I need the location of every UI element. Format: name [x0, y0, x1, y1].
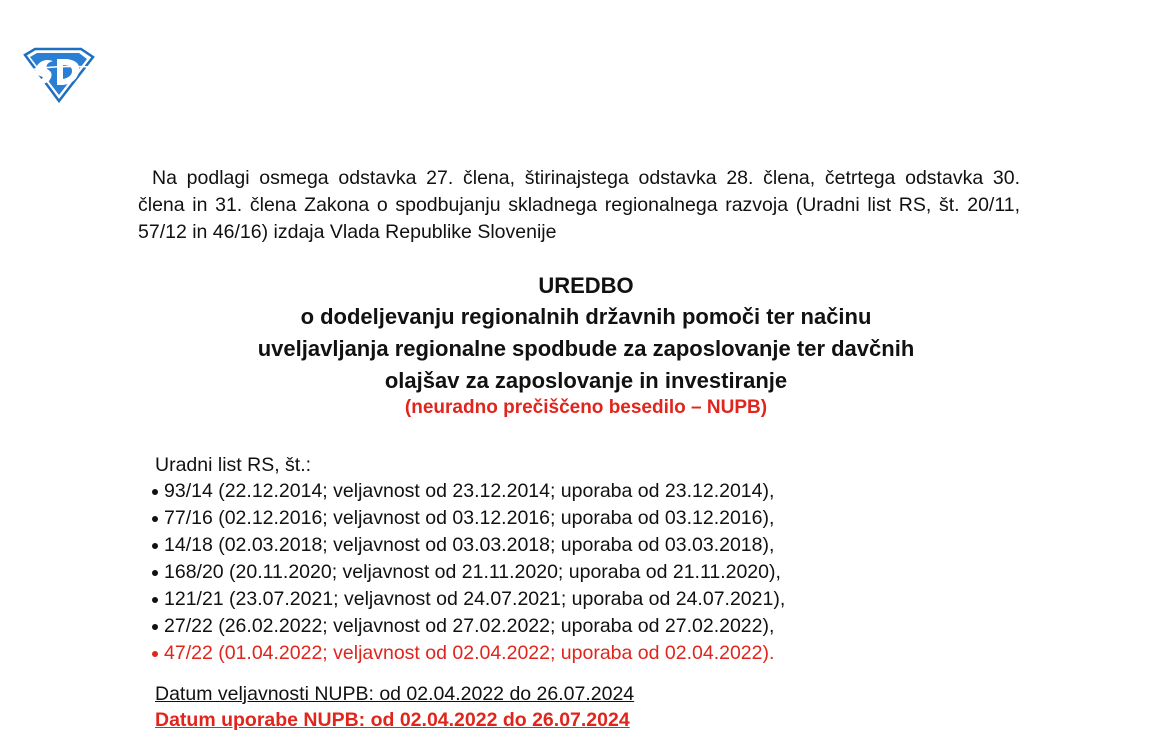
bullet-icon: [152, 597, 158, 603]
amendment-text: 77/16 (02.12.2016; veljavnost od 03.12.2016; uporaba od 03.12.2016),: [164, 507, 775, 529]
amendment-list: [150, 478, 785, 667]
bullet-icon: [152, 570, 158, 576]
list-item: [150, 505, 785, 532]
preamble-paragraph: Na podlagi osmega odstavka 27. člena, štirinajstega odstavka 28. člena, četrtega odstavka 30. člena in 31. člena Zakona o spodbujanju skladnega regionalnega razvoja (Uradni list RS, št. 20/11, 57/12 in 46/16) izdaja Vlada Republike Slovenije: [138, 167, 1020, 243]
validity-date: Datum veljavnosti NUPB: od 02.04.2022 do 26.07.2024: [155, 683, 635, 705]
application-date: Datum uporabe NUPB: od 02.04.2022 do 26.07.2024: [155, 709, 630, 731]
document-title: [138, 271, 1034, 419]
bullet-icon: [152, 489, 158, 495]
amendment-text: 168/20 (20.11.2020; veljavnost od 21.11.2020; uporaba od 21.11.2020),: [164, 561, 781, 583]
amendment-text: 93/14 (22.12.2014; veljavnost od 23.12.2014; uporaba od 23.12.2014),: [164, 480, 775, 502]
list-item: [150, 532, 785, 559]
list-item: [150, 613, 785, 640]
title-line-1: o dodeljevanju regionalnih državnih pomoči ter načinu: [300, 304, 872, 329]
title-heading: UREDBO: [538, 273, 634, 298]
amendment-text: 47/22 (01.04.2022; veljavnost od 02.04.2022; uporaba od 02.04.2022).: [164, 642, 775, 664]
list-item: [150, 478, 785, 505]
bullet-icon: [152, 543, 158, 549]
bullet-icon: [152, 651, 158, 657]
amendment-text: 14/18 (02.03.2018; veljavnost od 03.03.2018; uporaba od 03.03.2018),: [164, 534, 775, 556]
gazette-label: Uradni list RS, št.:: [155, 454, 312, 476]
amendment-text: 27/22 (26.02.2022; veljavnost od 27.02.2022; uporaba od 27.02.2022),: [164, 615, 775, 637]
list-item: [150, 559, 785, 586]
list-item-latest: [150, 640, 785, 667]
shield-logo-icon: [21, 47, 95, 103]
title-line-3: olajšav za zaposlovanje in investiranje: [384, 368, 788, 393]
list-item: [150, 586, 785, 613]
bullet-icon: [152, 624, 158, 630]
title-note: (neuradno prečiščeno besedilo – NUPB): [404, 397, 768, 418]
amendment-text: 121/21 (23.07.2021; veljavnost od 24.07.2021; uporaba od 24.07.2021),: [164, 588, 786, 610]
bullet-icon: [152, 516, 158, 522]
title-line-2: uveljavljanja regionalne spodbude za zaposlovanje ter davčnih: [257, 336, 915, 361]
